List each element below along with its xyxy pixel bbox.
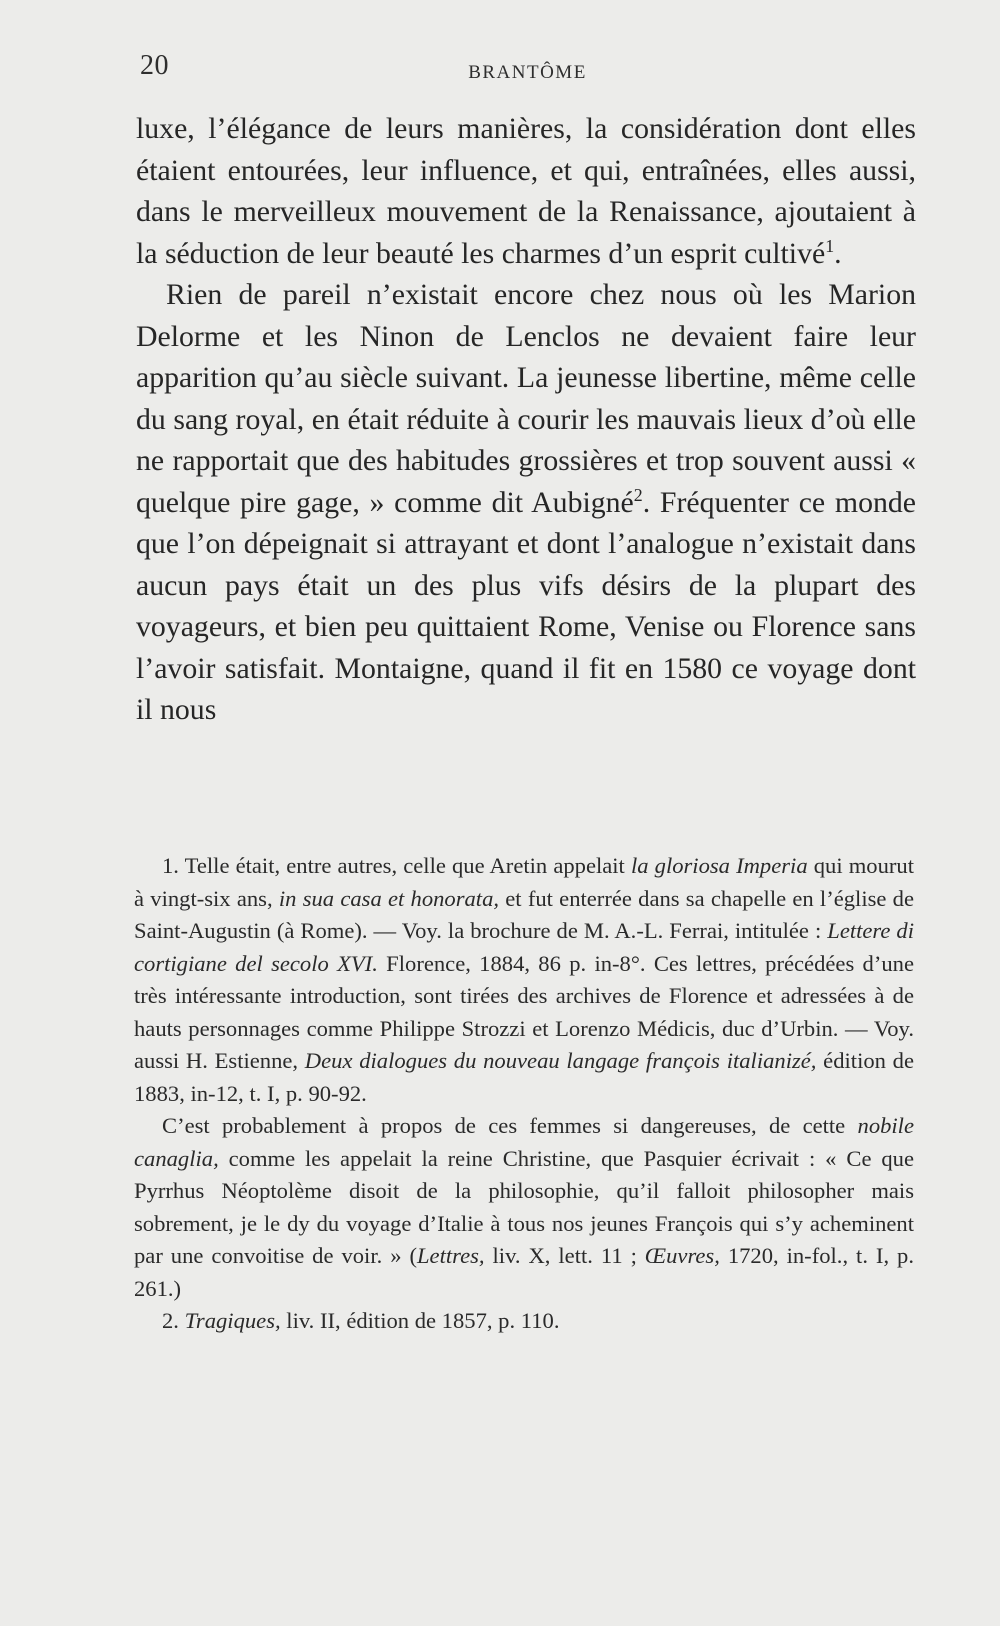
footnotes [134, 850, 914, 1338]
footnote-ref: 1 [825, 235, 835, 256]
main-text [136, 108, 916, 731]
footnote-ref: 2 [633, 484, 643, 505]
page-number: 20 [140, 50, 169, 81]
page-header [140, 48, 915, 88]
footnote-1-continued: C’est probablement à propos de ces femmes si dangereuses, de cette nobile canaglia, comme les appelait la reine Christine, que Pasquier écrivait : « Ce que Pyrrhus Néoptolème disoit de la philosophie, qu’il falloit philosopher mais sobrement, je le dy du voyage d’Italie à tous nos jeunes François qui s’y acheminent par une convoitise de voir. » (Lettres, liv. X, lett. 11 ; Œuvres, 1720, in-fol., t. I, p. 261.) [134, 1113, 914, 1301]
footnote-1: 1. Telle était, entre autres, celle que Aretin appelait la gloriosa Imperia qui mourut à vingt-six ans, in sua casa et honorata, et fut enterrée dans sa chapelle en l’église de Saint-Augustin (à Rome). — Voy. la brochure de M. A.-L. Ferrai, intitulée : Lettere di cortigiane del secolo XVI. Florence, 1884, 86 p. in-8°. Ces lettres, précédées d’une très intéressante introduction, sont tirées des archives de Florence et adressées à de hauts personnages comme Philippe Strozzi et Lorenzo Médicis, duc d’Urbin. — Voy. aussi H. Estienne, Deux dialogues du nouveau langage françois italianizé, édition de 1883, in-12, t. I, p. 90-92. [134, 853, 915, 1106]
paragraph: luxe, l’élégance de leurs manières, la considération dont elles étaient entourées, leur influence, et qui, entraînées, elles aussi, dans le merveilleux mouvement de la Renaissance, ajoutaient à la séduction de leur beauté les charmes d’un esprit cultivé$^1$. [136, 112, 916, 270]
footnote-2: 2. Tragiques, liv. II, édition de 1857, p. 110. [162, 1308, 560, 1333]
paragraph: Rien de pareil n’existait encore chez nous où les Marion Delorme et les Ninon de Lenclos ne devaient faire leur apparition qu’au siècle suivant. La jeunesse libertine, même celle du sang royal, en était réduite à courir les mauvais lieux d’où elle ne rapportait que des habitudes grossières et trop souvent aussi « quelque pire gage, » comme dit Aubigné$^2$. Fréquenter ce monde que l’on dépeignait si attrayant et dont l’analogue n’existait dans aucun pays était un des plus vifs désirs de la plupart des voyageurs, et bien peu quittaient Rome, Venise ou Florence sans l’avoir satisfait. Montaigne, quand il fit en 1580 ce voyage dont il nous [136, 278, 916, 726]
running-head: BRANTÔME [468, 62, 587, 83]
